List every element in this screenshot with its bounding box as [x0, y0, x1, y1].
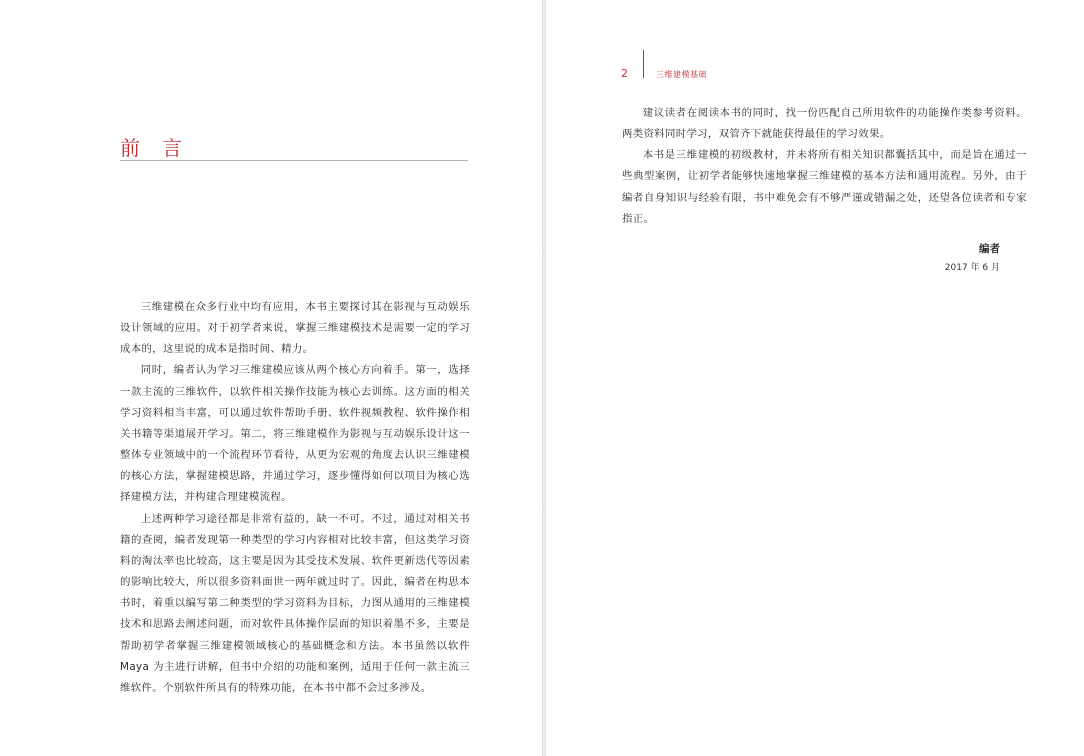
title-underline [120, 160, 468, 161]
page-title: 前言 [120, 136, 204, 160]
paragraph: 同时，编者认为学习三维建模应该从两个核心方向着手。第一，选择一款主流的三维软件，以软件相关操作技能为核心去训练。这方面的相关学习资料相当丰富，可以通过软件帮助手册、软件视频教程、软件操作相关书籍等渠道展开学习。第二，将三维建模作为影视与互动娱乐设计这一整体专业领域中的一个流程环节看待，从更为宏观的角度去认识三维建模的核心方法，掌握建模思路，并通过学习，逐步懂得如何以项目为核心选择建模方法，并构建合理建模流程。 [120, 364, 470, 504]
paragraph: 建议读者在阅读本书的同时，找一份匹配自己所用软件的功能操作类参考资料。两类资料同时学习，双管齐下就能获得最佳的学习效果。 [622, 107, 1027, 141]
preface-body [120, 297, 470, 699]
paragraph: 本书是三维建模的初级教材，并未将所有相关知识都囊括其中，而是旨在通过一些典型案例，让初学者能够快速地掌握三维建模的基本方法和通用流程。另外，由于编者自身知识与经验有限，书中难免会有不够严谨或错漏之处，还望各位读者和专家指正。 [622, 149, 1027, 225]
preface-body-continued [622, 103, 1027, 230]
paragraph: 三维建模在众多行业中均有应用，本书主要探讨其在影视与互动娱乐设计领域的应用。对于初学者来说，掌握三维建模技术是需要一定的学习成本的，这里说的成本是指时间、精力。 [120, 301, 470, 356]
publication-date: 2017 年 6 月 [944, 263, 1000, 273]
page-number: 2 [621, 67, 628, 80]
header-divider [643, 50, 644, 78]
paragraph: 上述两种学习途径都是非常有益的，缺一不可。不过，通过对相关书籍的查阅，编者发现第一种类型的学习内容相对比较丰富，但这类学习资料的淘汰率也比较高，这主要是因为其受技术发展、软件更新迭代等因素的影响比较大，所以很多资料面世一两年就过时了。因此，编者在构思本书时，着重以编写第二种类型的学习资料为目标，力图从通用的三维建模技术和思路去阐述问题，而对软件具体操作层面的知识着墨不多，主要是帮助初学者掌握三维建模领域核心的基础概念和方法。本书虽然以软件 Maya 为主进行讲解，但书中介绍的功能和案例，适用于任何一款主流三维软件。个别软件所具有的特殊功能，在本书中都不会过多涉及。 [120, 512, 470, 694]
running-header: 三维建模基础 [656, 70, 707, 79]
author-signature: 编者 [979, 243, 1000, 255]
